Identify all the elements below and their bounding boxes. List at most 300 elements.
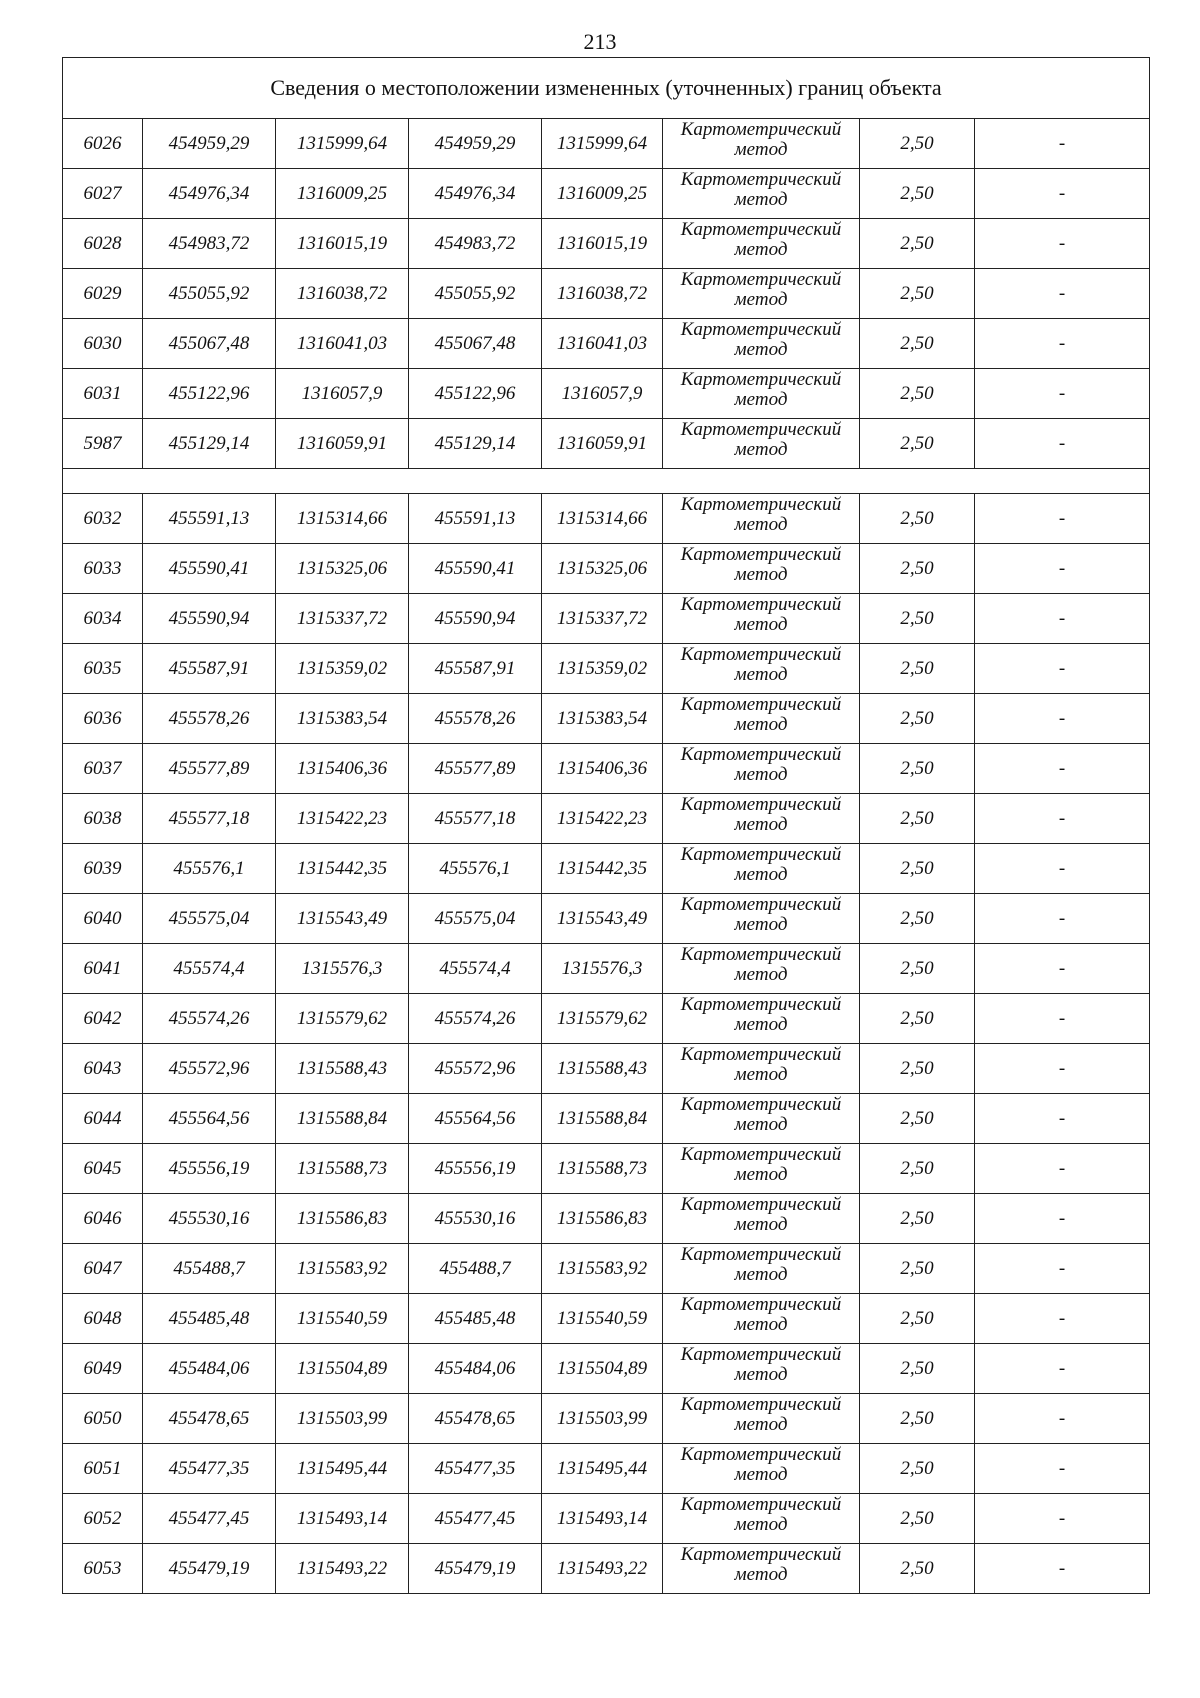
- method-line2: метод: [734, 1013, 788, 1035]
- refined-x-cell: 455574,26: [409, 994, 542, 1044]
- table-row: [63, 1144, 1150, 1194]
- refined-x-cell: 455488,7: [409, 1244, 542, 1294]
- table-row: [63, 994, 1150, 1044]
- method-cell: [663, 169, 860, 219]
- table-row: [63, 119, 1150, 169]
- accuracy-cell: 2,50: [860, 1544, 975, 1594]
- method-cell: [663, 1194, 860, 1244]
- method-line1: Картометрический: [680, 1043, 842, 1065]
- existing-y-cell: 1315383,54: [276, 694, 409, 744]
- accuracy-cell: 2,50: [860, 844, 975, 894]
- note-cell: -: [975, 694, 1150, 744]
- accuracy-cell: 2,50: [860, 1244, 975, 1294]
- refined-x-cell: 455067,48: [409, 319, 542, 369]
- accuracy-cell: 2,50: [860, 1394, 975, 1444]
- method-line2: метод: [734, 813, 788, 835]
- method-cell: [663, 894, 860, 944]
- existing-x-cell: 455577,18: [143, 794, 276, 844]
- existing-y-cell: 1315583,92: [276, 1244, 409, 1294]
- existing-y-cell: 1315442,35: [276, 844, 409, 894]
- refined-x-cell: 455587,91: [409, 644, 542, 694]
- refined-y-cell: 1315442,35: [542, 844, 663, 894]
- boundary-coordinates-table: [62, 57, 1150, 1594]
- table-row: [63, 1494, 1150, 1544]
- existing-y-cell: 1315503,99: [276, 1394, 409, 1444]
- existing-x-cell: 455067,48: [143, 319, 276, 369]
- method-line2: метод: [734, 1163, 788, 1185]
- refined-x-cell: 455477,45: [409, 1494, 542, 1544]
- refined-y-cell: 1316015,19: [542, 219, 663, 269]
- accuracy-cell: 2,50: [860, 944, 975, 994]
- refined-x-cell: 455129,14: [409, 419, 542, 469]
- existing-y-cell: 1315422,23: [276, 794, 409, 844]
- point-number-cell: 6042: [63, 994, 143, 1044]
- refined-x-cell: 455578,26: [409, 694, 542, 744]
- accuracy-cell: 2,50: [860, 1194, 975, 1244]
- refined-x-cell: 455564,56: [409, 1094, 542, 1144]
- accuracy-cell: 2,50: [860, 1494, 975, 1544]
- refined-x-cell: 455574,4: [409, 944, 542, 994]
- refined-x-cell: 455055,92: [409, 269, 542, 319]
- refined-y-cell: 1316041,03: [542, 319, 663, 369]
- table-row: [63, 1544, 1150, 1594]
- table-row: [63, 169, 1150, 219]
- point-number-cell: 6049: [63, 1344, 143, 1394]
- table-row: [63, 894, 1150, 944]
- refined-y-cell: 1316059,91: [542, 419, 663, 469]
- existing-x-cell: 455576,1: [143, 844, 276, 894]
- method-line1: Картометрический: [680, 893, 842, 915]
- point-number-cell: 6041: [63, 944, 143, 994]
- note-cell: -: [975, 319, 1150, 369]
- note-cell: -: [975, 269, 1150, 319]
- note-cell: -: [975, 119, 1150, 169]
- refined-y-cell: 1316009,25: [542, 169, 663, 219]
- existing-y-cell: 1315588,73: [276, 1144, 409, 1194]
- method-cell: [663, 594, 860, 644]
- point-number-cell: 6038: [63, 794, 143, 844]
- note-cell: -: [975, 1444, 1150, 1494]
- note-cell: -: [975, 744, 1150, 794]
- accuracy-cell: 2,50: [860, 119, 975, 169]
- table-row: [63, 1394, 1150, 1444]
- existing-y-cell: 1315495,44: [276, 1444, 409, 1494]
- note-cell: -: [975, 844, 1150, 894]
- accuracy-cell: 2,50: [860, 419, 975, 469]
- point-number-cell: 6040: [63, 894, 143, 944]
- existing-y-cell: 1315540,59: [276, 1294, 409, 1344]
- refined-y-cell: 1315583,92: [542, 1244, 663, 1294]
- method-line1: Картометрический: [680, 493, 842, 515]
- point-number-cell: 6029: [63, 269, 143, 319]
- existing-x-cell: 454983,72: [143, 219, 276, 269]
- method-line1: Картометрический: [680, 1493, 842, 1515]
- note-cell: -: [975, 644, 1150, 694]
- method-cell: [663, 369, 860, 419]
- point-number-cell: 6030: [63, 319, 143, 369]
- refined-x-cell: 455576,1: [409, 844, 542, 894]
- point-number-cell: 6028: [63, 219, 143, 269]
- refined-x-cell: 454983,72: [409, 219, 542, 269]
- method-line1: Картометрический: [680, 1143, 842, 1165]
- note-cell: -: [975, 369, 1150, 419]
- existing-y-cell: 1316041,03: [276, 319, 409, 369]
- table-row: [63, 494, 1150, 544]
- accuracy-cell: 2,50: [860, 219, 975, 269]
- method-line2: метод: [734, 188, 788, 210]
- point-number-cell: 6053: [63, 1544, 143, 1594]
- method-line1: Картометрический: [680, 1393, 842, 1415]
- refined-y-cell: 1315543,49: [542, 894, 663, 944]
- refined-y-cell: 1315540,59: [542, 1294, 663, 1344]
- method-cell: [663, 544, 860, 594]
- existing-x-cell: 454976,34: [143, 169, 276, 219]
- existing-y-cell: 1316038,72: [276, 269, 409, 319]
- existing-y-cell: 1315359,02: [276, 644, 409, 694]
- table-row: [63, 219, 1150, 269]
- table-caption: Сведения о местоположении измененных (уточненных) границ объекта: [63, 58, 1150, 119]
- refined-y-cell: 1315493,22: [542, 1544, 663, 1594]
- note-cell: -: [975, 1294, 1150, 1344]
- table-row: [63, 419, 1150, 469]
- refined-y-cell: 1315504,89: [542, 1344, 663, 1394]
- existing-y-cell: 1315493,22: [276, 1544, 409, 1594]
- refined-x-cell: 455590,94: [409, 594, 542, 644]
- method-line1: Картометрический: [680, 743, 842, 765]
- refined-y-cell: 1315314,66: [542, 494, 663, 544]
- point-number-cell: 6050: [63, 1394, 143, 1444]
- refined-x-cell: 455122,96: [409, 369, 542, 419]
- table-row: [63, 594, 1150, 644]
- note-cell: -: [975, 1144, 1150, 1194]
- method-line1: Картометрический: [680, 843, 842, 865]
- method-line2: метод: [734, 1263, 788, 1285]
- table-body: [63, 58, 1150, 1594]
- refined-y-cell: 1315576,3: [542, 944, 663, 994]
- accuracy-cell: 2,50: [860, 994, 975, 1044]
- accuracy-cell: 2,50: [860, 1144, 975, 1194]
- method-line1: Картометрический: [680, 318, 842, 340]
- method-line2: метод: [734, 1113, 788, 1135]
- existing-y-cell: 1316009,25: [276, 169, 409, 219]
- existing-x-cell: 455122,96: [143, 369, 276, 419]
- existing-x-cell: 455488,7: [143, 1244, 276, 1294]
- point-number-cell: 6039: [63, 844, 143, 894]
- page-number: 213: [583, 29, 617, 54]
- refined-x-cell: 455572,96: [409, 1044, 542, 1094]
- table-row: [63, 1194, 1150, 1244]
- point-number-cell: 6048: [63, 1294, 143, 1344]
- existing-x-cell: 455055,92: [143, 269, 276, 319]
- table-row: [63, 369, 1150, 419]
- point-number-cell: 6026: [63, 119, 143, 169]
- method-cell: [663, 1294, 860, 1344]
- method-cell: [663, 494, 860, 544]
- existing-x-cell: 455477,45: [143, 1494, 276, 1544]
- method-line1: Картометрический: [680, 993, 842, 1015]
- method-line2: метод: [734, 238, 788, 260]
- method-cell: [663, 219, 860, 269]
- table-row: [63, 794, 1150, 844]
- method-cell: [663, 844, 860, 894]
- refined-x-cell: 455556,19: [409, 1144, 542, 1194]
- method-line2: метод: [734, 513, 788, 535]
- refined-y-cell: 1315493,14: [542, 1494, 663, 1544]
- existing-y-cell: 1315579,62: [276, 994, 409, 1044]
- refined-y-cell: 1315337,72: [542, 594, 663, 644]
- note-cell: -: [975, 219, 1150, 269]
- accuracy-cell: 2,50: [860, 694, 975, 744]
- existing-y-cell: 1315588,43: [276, 1044, 409, 1094]
- blank-separator-row: [63, 469, 1150, 494]
- method-cell: [663, 794, 860, 844]
- method-cell: [663, 1544, 860, 1594]
- existing-x-cell: 455478,65: [143, 1394, 276, 1444]
- method-line1: Картометрический: [680, 1443, 842, 1465]
- accuracy-cell: 2,50: [860, 169, 975, 219]
- method-line1: Картометрический: [680, 593, 842, 615]
- note-cell: -: [975, 1194, 1150, 1244]
- method-cell: [663, 1344, 860, 1394]
- existing-y-cell: 1315999,64: [276, 119, 409, 169]
- refined-y-cell: 1316057,9: [542, 369, 663, 419]
- method-cell: [663, 1394, 860, 1444]
- table-row: [63, 544, 1150, 594]
- method-cell: [663, 994, 860, 1044]
- refined-x-cell: 455575,04: [409, 894, 542, 944]
- table-row: [63, 1294, 1150, 1344]
- existing-x-cell: 455590,94: [143, 594, 276, 644]
- refined-x-cell: 455477,35: [409, 1444, 542, 1494]
- method-line2: метод: [734, 663, 788, 685]
- refined-x-cell: 455478,65: [409, 1394, 542, 1444]
- refined-x-cell: 455591,13: [409, 494, 542, 544]
- accuracy-cell: 2,50: [860, 1344, 975, 1394]
- accuracy-cell: 2,50: [860, 1094, 975, 1144]
- accuracy-cell: 2,50: [860, 269, 975, 319]
- existing-y-cell: 1315576,3: [276, 944, 409, 994]
- point-number-cell: 6036: [63, 694, 143, 744]
- note-cell: -: [975, 544, 1150, 594]
- existing-x-cell: 455590,41: [143, 544, 276, 594]
- point-number-cell: 6047: [63, 1244, 143, 1294]
- table-caption-row: [63, 58, 1150, 119]
- refined-x-cell: 454976,34: [409, 169, 542, 219]
- note-cell: -: [975, 1094, 1150, 1144]
- accuracy-cell: 2,50: [860, 1044, 975, 1094]
- accuracy-cell: 2,50: [860, 744, 975, 794]
- refined-y-cell: 1315588,73: [542, 1144, 663, 1194]
- point-number-cell: 6052: [63, 1494, 143, 1544]
- refined-y-cell: 1315406,36: [542, 744, 663, 794]
- existing-y-cell: 1315493,14: [276, 1494, 409, 1544]
- accuracy-cell: 2,50: [860, 319, 975, 369]
- existing-y-cell: 1315588,84: [276, 1094, 409, 1144]
- note-cell: -: [975, 1244, 1150, 1294]
- method-line2: метод: [734, 1213, 788, 1235]
- point-number-cell: 6051: [63, 1444, 143, 1494]
- existing-x-cell: 455578,26: [143, 694, 276, 744]
- note-cell: -: [975, 594, 1150, 644]
- accuracy-cell: 2,50: [860, 644, 975, 694]
- note-cell: -: [975, 794, 1150, 844]
- note-cell: -: [975, 169, 1150, 219]
- method-line1: Картометрический: [680, 793, 842, 815]
- method-cell: [663, 319, 860, 369]
- method-line1: Картометрический: [680, 543, 842, 565]
- accuracy-cell: 2,50: [860, 494, 975, 544]
- refined-x-cell: 454959,29: [409, 119, 542, 169]
- existing-x-cell: 455577,89: [143, 744, 276, 794]
- refined-y-cell: 1315579,62: [542, 994, 663, 1044]
- note-cell: -: [975, 1544, 1150, 1594]
- note-cell: -: [975, 1494, 1150, 1544]
- refined-x-cell: 455484,06: [409, 1344, 542, 1394]
- table-row: [63, 269, 1150, 319]
- existing-y-cell: 1315325,06: [276, 544, 409, 594]
- method-cell: [663, 119, 860, 169]
- method-cell: [663, 1144, 860, 1194]
- method-line1: Картометрический: [680, 368, 842, 390]
- existing-y-cell: 1316057,9: [276, 369, 409, 419]
- refined-y-cell: 1315359,02: [542, 644, 663, 694]
- method-cell: [663, 1044, 860, 1094]
- method-line1: Картометрический: [680, 118, 842, 140]
- refined-y-cell: 1316038,72: [542, 269, 663, 319]
- refined-y-cell: 1315495,44: [542, 1444, 663, 1494]
- point-number-cell: 6037: [63, 744, 143, 794]
- method-line1: Картометрический: [680, 268, 842, 290]
- accuracy-cell: 2,50: [860, 369, 975, 419]
- accuracy-cell: 2,50: [860, 894, 975, 944]
- existing-x-cell: 455484,06: [143, 1344, 276, 1394]
- existing-x-cell: 455129,14: [143, 419, 276, 469]
- blank-separator-cell: [63, 469, 1150, 494]
- refined-y-cell: 1315503,99: [542, 1394, 663, 1444]
- method-line2: метод: [734, 1513, 788, 1535]
- method-cell: [663, 944, 860, 994]
- accuracy-cell: 2,50: [860, 1444, 975, 1494]
- refined-y-cell: 1315383,54: [542, 694, 663, 744]
- refined-y-cell: 1315588,84: [542, 1094, 663, 1144]
- refined-x-cell: 455530,16: [409, 1194, 542, 1244]
- note-cell: -: [975, 894, 1150, 944]
- method-cell: [663, 269, 860, 319]
- method-line2: метод: [734, 1563, 788, 1585]
- method-line2: метод: [734, 863, 788, 885]
- method-cell: [663, 1244, 860, 1294]
- method-line1: Картометрический: [680, 1243, 842, 1265]
- method-line1: Картометрический: [680, 943, 842, 965]
- note-cell: -: [975, 1344, 1150, 1394]
- existing-x-cell: 455574,4: [143, 944, 276, 994]
- accuracy-cell: 2,50: [860, 594, 975, 644]
- point-number-cell: 6045: [63, 1144, 143, 1194]
- refined-x-cell: 455590,41: [409, 544, 542, 594]
- existing-x-cell: 455572,96: [143, 1044, 276, 1094]
- existing-y-cell: 1315337,72: [276, 594, 409, 644]
- refined-x-cell: 455577,18: [409, 794, 542, 844]
- method-cell: [663, 644, 860, 694]
- refined-y-cell: 1315325,06: [542, 544, 663, 594]
- table-row: [63, 944, 1150, 994]
- note-cell: -: [975, 419, 1150, 469]
- method-line2: метод: [734, 1463, 788, 1485]
- refined-x-cell: 455479,19: [409, 1544, 542, 1594]
- table-row: [63, 844, 1150, 894]
- method-line2: метод: [734, 438, 788, 460]
- existing-y-cell: 1316015,19: [276, 219, 409, 269]
- existing-x-cell: 455479,19: [143, 1544, 276, 1594]
- point-number-cell: 6033: [63, 544, 143, 594]
- existing-y-cell: 1316059,91: [276, 419, 409, 469]
- method-line1: Картометрический: [680, 693, 842, 715]
- point-number-cell: 6032: [63, 494, 143, 544]
- method-line2: метод: [734, 1413, 788, 1435]
- existing-y-cell: 1315314,66: [276, 494, 409, 544]
- method-line2: метод: [734, 1063, 788, 1085]
- existing-y-cell: 1315504,89: [276, 1344, 409, 1394]
- existing-x-cell: 455574,26: [143, 994, 276, 1044]
- method-line1: Картометрический: [680, 418, 842, 440]
- method-line1: Картометрический: [680, 1543, 842, 1565]
- accuracy-cell: 2,50: [860, 1294, 975, 1344]
- point-number-cell: 6027: [63, 169, 143, 219]
- method-line2: метод: [734, 963, 788, 985]
- note-cell: -: [975, 494, 1150, 544]
- method-line2: метод: [734, 138, 788, 160]
- method-line1: Картометрический: [680, 1093, 842, 1115]
- existing-x-cell: 455587,91: [143, 644, 276, 694]
- table-row: [63, 1094, 1150, 1144]
- refined-x-cell: 455577,89: [409, 744, 542, 794]
- note-cell: -: [975, 944, 1150, 994]
- table-row: [63, 694, 1150, 744]
- table-row: [63, 1044, 1150, 1094]
- method-line1: Картометрический: [680, 1293, 842, 1315]
- note-cell: -: [975, 1044, 1150, 1094]
- method-line1: Картометрический: [680, 1343, 842, 1365]
- method-line2: метод: [734, 563, 788, 585]
- note-cell: -: [975, 1394, 1150, 1444]
- point-number-cell: 6031: [63, 369, 143, 419]
- refined-y-cell: 1315588,43: [542, 1044, 663, 1094]
- method-line1: Картометрический: [680, 1193, 842, 1215]
- table-row: [63, 744, 1150, 794]
- method-line2: метод: [734, 1313, 788, 1335]
- refined-y-cell: 1315999,64: [542, 119, 663, 169]
- note-cell: -: [975, 994, 1150, 1044]
- method-line2: метод: [734, 288, 788, 310]
- method-cell: [663, 1444, 860, 1494]
- method-cell: [663, 744, 860, 794]
- point-number-cell: 5987: [63, 419, 143, 469]
- method-line1: Картометрический: [680, 643, 842, 665]
- table-row: [63, 1244, 1150, 1294]
- point-number-cell: 6034: [63, 594, 143, 644]
- existing-x-cell: 455477,35: [143, 1444, 276, 1494]
- method-line2: метод: [734, 713, 788, 735]
- refined-y-cell: 1315586,83: [542, 1194, 663, 1244]
- point-number-cell: 6043: [63, 1044, 143, 1094]
- method-cell: [663, 1494, 860, 1544]
- existing-x-cell: 455575,04: [143, 894, 276, 944]
- existing-y-cell: 1315586,83: [276, 1194, 409, 1244]
- method-line2: метод: [734, 613, 788, 635]
- table-row: [63, 319, 1150, 369]
- refined-x-cell: 455485,48: [409, 1294, 542, 1344]
- method-line2: метод: [734, 763, 788, 785]
